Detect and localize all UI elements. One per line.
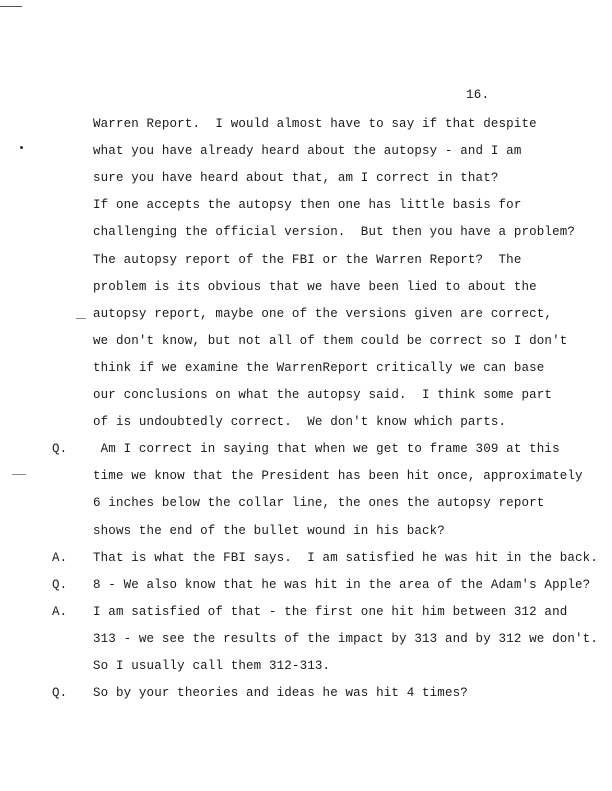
page-number: 16. <box>466 88 490 102</box>
line-text: shows the end of the bullet wound in his back? <box>93 523 445 538</box>
line-text: I am satisfied of that - the first one hit him between 312 and <box>93 604 568 619</box>
answer-label: A. <box>52 604 68 619</box>
question-label: Q. <box>52 442 68 457</box>
line-text: 313 - we see the results of the impact by 313 and by 312 we don't. <box>93 631 598 646</box>
question-label: Q. <box>52 686 68 701</box>
line-text: we don't know, but not all of them could be correct so I don't <box>93 333 568 348</box>
scan-artifact-dash <box>76 318 86 319</box>
line-text: 8 - We also know that he was hit in the area of the Adam's Apple? <box>93 577 591 592</box>
line-text: So I usually call them 312-313. <box>93 659 331 673</box>
scan-artifact-mark <box>0 6 22 7</box>
line-text: The autopsy report of the FBI or the Warren Report? The <box>93 252 522 267</box>
line-text: If one accepts the autopsy then one has little basis for <box>93 198 522 213</box>
line-text: time we know that the President has been hit once, approximately <box>93 469 583 484</box>
line-text: of is undoubtedly correct. We don't know which parts. <box>93 415 507 430</box>
scan-artifact-dot <box>20 146 23 149</box>
line-text: our conclusions on what the autopsy said. I think some part <box>93 388 553 402</box>
line-text: challenging the official version. But then you have a problem? <box>93 225 576 240</box>
line-text: autopsy report, maybe one of the versions given are correct, <box>93 306 553 321</box>
question-label: Q. <box>52 577 68 592</box>
scan-artifact-dash <box>12 474 26 475</box>
line-text: Am I correct in saying that when we get to frame 309 at this <box>93 442 560 457</box>
line-text: That is what the FBI says. I am satisfied he was hit in the back. <box>93 550 598 565</box>
line-text: So by your theories and ideas he was hit 4 times? <box>93 686 468 701</box>
line-text: 6 inches below the collar line, the ones the autopsy report <box>93 496 545 511</box>
line-text: think if we examine the WarrenReport critically we can base <box>93 360 545 375</box>
line-text: sure you have heard about that, am I correct in that? <box>93 171 499 186</box>
line-text: what you have already heard about the autopsy - and I am <box>93 144 522 159</box>
line-text: problem is its obvious that we have been lied to about the <box>93 279 537 294</box>
answer-label: A. <box>52 550 68 565</box>
line-text: Warren Report. I would almost have to say if that despite <box>93 117 537 131</box>
